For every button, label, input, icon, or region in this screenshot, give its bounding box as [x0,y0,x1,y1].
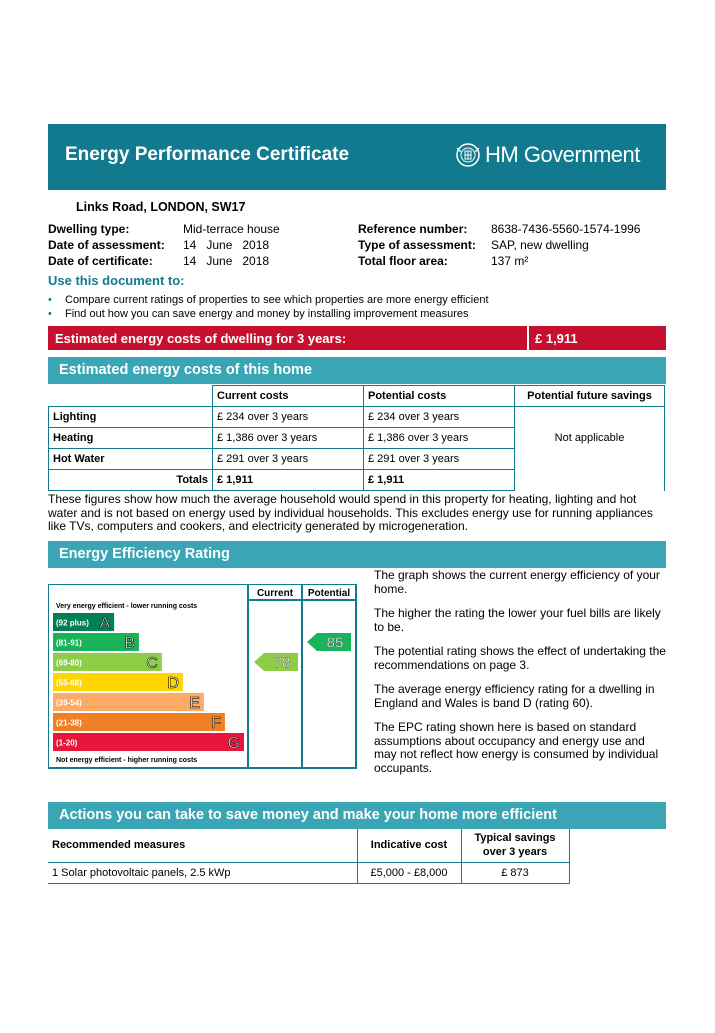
table-cell: £ 291 over 3 years [213,449,364,470]
table-cell: £ 291 over 3 years [364,449,515,470]
actions-table [48,829,570,884]
band-range-label: (21-38) [56,718,82,728]
row-label-heating: Heating [49,428,213,449]
paragraph: The higher the rating the lower your fuel bills are likely to be. [374,606,661,634]
band-letter: F [211,715,221,732]
efficiency-section-title: Energy Efficiency Rating [59,546,230,562]
divider [527,326,529,350]
date-certificate-value: 14 June 2018 [183,254,270,268]
table-row [49,407,665,428]
column-header-savings: Typical savings over 3 years [461,829,569,862]
hm-government-logo [454,142,640,168]
potential-column-header: Potential [307,588,351,599]
potential-rating-value: 85 [326,634,344,652]
actions-section-title: Actions you can take to save money and make your home more efficient [59,807,557,823]
current-column-header: Current [256,588,294,599]
band-range-label: (81-91) [56,638,82,648]
paragraph: The potential rating shows the effect of undertaking the recommendations on page 3. [374,644,666,672]
column-header-savings: Potential future savings [515,386,665,407]
column-header-current: Current costs [213,386,364,407]
floor-area-label: Total floor area: [358,254,448,268]
table-cell: £ 1,386 over 3 years [364,428,515,449]
band-range-label: (1-20) [56,738,78,748]
dwelling-type-label: Dwelling type: [48,222,130,236]
reference-number-label: Reference number: [358,222,468,236]
use-document-heading: Use this document to: [48,273,185,288]
table-cell: £ 234 over 3 years [364,407,515,428]
list-item: • Find out how you can save energy and money by installing improvement measures [48,308,469,320]
band-letter: B [124,635,135,652]
band-letter: E [189,695,200,712]
page-title: Energy Performance Certificate [65,144,350,165]
band-range-label: (69-80) [56,658,82,668]
use-document-list [48,293,489,321]
band-range-label: (55-68) [56,678,82,688]
floor-area-value: 137 m² [491,254,529,268]
measure-cell: 1 Solar photovoltaic panels, 2.5 kWp [48,862,357,883]
date-assessment-value: 14 June 2018 [183,238,270,252]
totals-current: £ 1,911 [213,470,364,491]
current-rating-value: 78 [273,654,291,672]
logo-text: HM Government [485,142,640,167]
table-row [48,862,569,883]
royal-crest-icon [454,142,482,168]
date-assessment-label: Date of assessment: [48,238,165,252]
band-letter: A [99,615,111,632]
column-header-potential: Potential costs [364,386,515,407]
top-caption: Very energy efficient - lower running costs [56,603,198,610]
band-range-label: (92 plus) [56,618,89,628]
table-cell: £ 234 over 3 years [213,407,364,428]
table-row [48,829,569,862]
column-header-cost: Indicative cost [357,829,461,862]
band-letter: C [146,655,158,672]
totals-potential: £ 1,911 [364,470,515,491]
column-header-measures: Recommended measures [48,829,357,862]
efficiency-rating-chart [48,584,358,770]
band-range-label: (39-54) [56,698,82,708]
costs-section-title: Estimated energy costs of this home [59,362,313,378]
band-letter: G [227,735,240,752]
estimated-total-label: Estimated energy costs of dwelling for 3 years: [55,331,347,346]
type-assessment-value: SAP, new dwelling [491,238,589,252]
row-label-lighting: Lighting [49,407,213,428]
totals-label: Totals [49,470,213,491]
paragraph: The average energy efficiency rating for a dwelling in England and Wales is band D (rating 60). [374,682,655,710]
table-cell [49,386,213,407]
type-assessment-label: Type of assessment: [358,238,476,252]
table-cell: £ 1,386 over 3 years [213,428,364,449]
paragraph: The EPC rating shown here is based on standard assumptions about occupancy and energy use and may not reflect how energy is consumed by individual occupants. [374,720,659,775]
reference-number-value: 8638-7436-5560-1574-1996 [491,222,641,236]
rating-band-g [53,733,244,751]
efficiency-description [374,569,666,786]
property-address: Links Road, LONDON, SW17 [76,200,246,214]
estimated-total-value: £ 1,911 [535,331,578,346]
cost-cell: £5,000 - £8,000 [357,862,461,883]
band-letter: D [167,675,179,692]
date-certificate-label: Date of certificate: [48,254,153,268]
costs-table [48,385,665,491]
row-label-hot-water: Hot Water [49,449,213,470]
costs-note: These figures show how much the average household would spend in this property for heating, lighting and hot water and is not based on energy used by individual households. This excludes energy use for running appliances like TVs, computers and cookers, and electricity generated by microgeneration. [48,492,653,533]
list-item: • Compare current ratings of properties to see which properties are more energy efficient [48,294,489,306]
table-row [49,386,665,407]
savings-value: Not applicable [554,431,625,444]
paragraph: The graph shows the current energy efficiency of your home. [374,568,660,596]
savings-cell [515,407,665,491]
savings-cell: £ 873 [461,862,569,883]
dwelling-type-value: Mid-terrace house [183,222,280,236]
bottom-caption: Not energy efficient - higher running costs [56,757,198,764]
